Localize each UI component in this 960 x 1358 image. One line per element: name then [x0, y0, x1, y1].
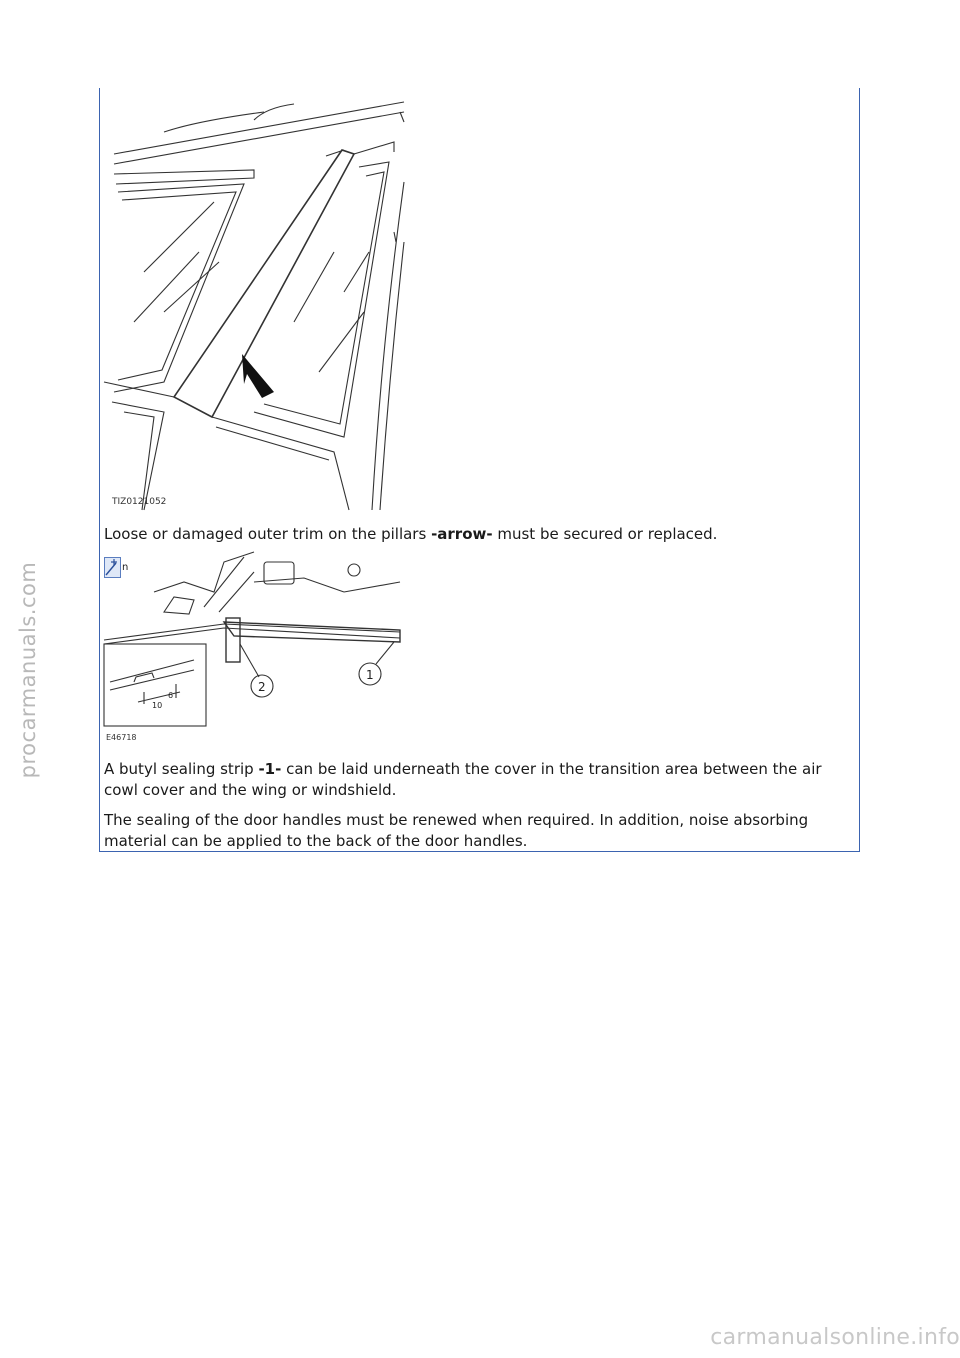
- p1-text: Loose or damaged outer trim on the pillars: [104, 525, 432, 543]
- p1-text-end: must be secured or replaced.: [492, 525, 718, 543]
- pillar-trim-figure: [104, 92, 406, 510]
- p2-bold: -1-: [258, 760, 282, 778]
- p1-bold: -arrow-: [431, 525, 493, 543]
- side-watermark-text: procarmanuals.com: [16, 561, 40, 779]
- footer-watermark: carmanualsonline.info: [710, 1325, 960, 1350]
- paragraph-pillar-trim: [104, 524, 856, 545]
- p2-text: A butyl sealing strip: [104, 760, 259, 778]
- paragraph-door-handles: The sealing of the door handles must be renewed when required. In addition, noise absorbing material can be applied to the back of the door handles.: [104, 811, 809, 850]
- callout-2: 2: [258, 680, 266, 694]
- paragraph-butyl-strip: [104, 759, 856, 801]
- side-watermark: [8, 555, 48, 785]
- figure2-code: E46718: [106, 733, 137, 742]
- magnify-icon[interactable]: [104, 557, 129, 579]
- figure1-code: TIZ0121052: [112, 497, 167, 507]
- sealing-strip-figure: [104, 552, 400, 744]
- dim-10: 10: [152, 701, 163, 710]
- callout-1: 1: [366, 668, 374, 682]
- zoom-caption: n: [122, 562, 129, 573]
- p2-text-end: can be laid underneath the cover in the transition area between the air cowl cover and the wing or windshield.: [104, 760, 822, 799]
- dim-6: 6: [168, 691, 174, 700]
